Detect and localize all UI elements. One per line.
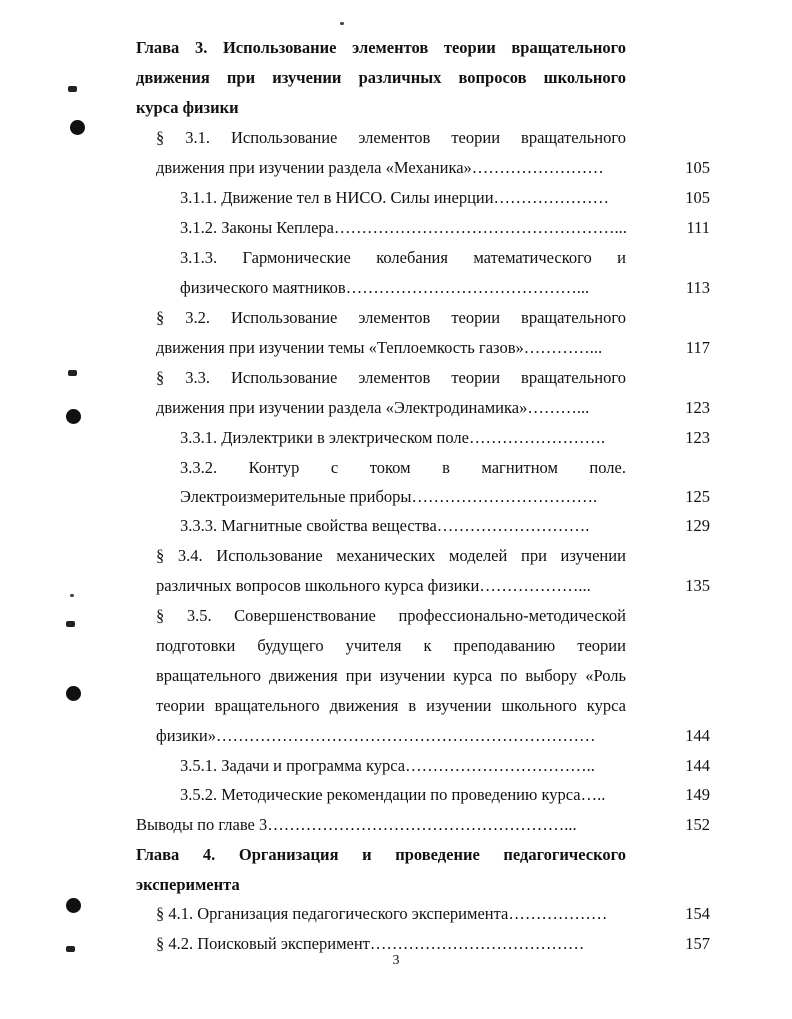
toc-3-3-2-page: 125 bbox=[685, 487, 710, 506]
punch-hole-2 bbox=[66, 409, 81, 424]
toc-3-4-line1: § 3.4. Использование механических моделей при изучении bbox=[156, 546, 626, 565]
chapter3-heading-line2: движения при изучении различных вопросов школьного bbox=[136, 68, 626, 87]
toc-3-5-1: 3.5.1. Задачи и программа курса…………………………….. bbox=[180, 756, 595, 775]
toc-3-1-line1: § 3.1. Использование элементов теории вращательного bbox=[156, 128, 626, 147]
toc-chapter3-conclusions-page: 152 bbox=[685, 815, 710, 834]
toc-3-3-2-line2: Электроизмерительные приборы……………………………. bbox=[180, 487, 598, 506]
toc-3-3-line2: движения при изучении раздела «Электродинамика»………... bbox=[156, 398, 590, 417]
scan-speck-6 bbox=[340, 22, 344, 25]
toc-3-5-line4: теории вращательного движения в изучении школьного курса bbox=[156, 696, 626, 715]
toc-3-5-2: 3.5.2. Методические рекомендации по проведению курса….. bbox=[180, 785, 606, 804]
toc-3-3-1-page: 123 bbox=[685, 428, 710, 447]
toc-4-1-page: 154 bbox=[685, 904, 710, 923]
page-number: 3 bbox=[392, 953, 400, 968]
punch-hole-1 bbox=[70, 120, 85, 135]
toc-4-2: § 4.2. Поисковый эксперимент………………………………… bbox=[156, 934, 585, 953]
toc-3-1-page: 105 bbox=[685, 158, 710, 177]
toc-3-3-line1: § 3.3. Использование элементов теории вращательного bbox=[156, 368, 626, 387]
toc-3-3-2-line1: 3.3.2. Контур с током в магнитном поле. bbox=[180, 458, 626, 477]
toc-3-2-line2: движения при изучении темы «Теплоемкость газов»…………... bbox=[156, 338, 603, 357]
toc-3-5-line1: § 3.5. Совершенствование профессионально-методической bbox=[156, 606, 626, 625]
chapter4-heading-line1: Глава 4. Организация и проведение педагогического bbox=[136, 845, 626, 864]
punch-hole-3 bbox=[66, 686, 81, 701]
scan-speck-1 bbox=[68, 86, 77, 92]
toc-3-1-3-line1: 3.1.3. Гармонические колебания математического и bbox=[180, 248, 626, 267]
toc-3-3-3: 3.3.3. Магнитные свойства вещества………………………. bbox=[180, 516, 590, 535]
toc-3-5-line2: подготовки будущего учителя к преподаванию теории bbox=[156, 636, 626, 655]
toc-3-1-1-page: 105 bbox=[685, 188, 710, 207]
toc-3-5-line5: физики»…………………………………………………………… bbox=[156, 726, 596, 745]
toc-3-1-3-page: 113 bbox=[685, 278, 710, 297]
toc-3-5-2-page: 149 bbox=[685, 785, 710, 804]
scan-speck-2 bbox=[68, 370, 77, 376]
toc-3-4-line2: различных вопросов школьного курса физики………………... bbox=[156, 576, 591, 595]
toc-3-5-line3: вращательного движения при изучении курса по выбору «Роль bbox=[156, 666, 626, 685]
toc-4-2-page: 157 bbox=[685, 934, 710, 953]
chapter4-heading-line2: эксперимента bbox=[136, 875, 240, 894]
toc-3-1-1: 3.1.1. Движение тел в НИСО. Силы инерции………………… bbox=[180, 188, 610, 207]
toc-chapter3-conclusions: Выводы по главе 3………………………………………………... bbox=[136, 815, 577, 834]
scan-speck-3 bbox=[66, 621, 75, 627]
toc-4-1: § 4.1. Организация педагогического эксперимента……………… bbox=[156, 904, 608, 923]
toc-3-3-page: 123 bbox=[685, 398, 710, 417]
toc-3-5-1-page: 144 bbox=[685, 756, 710, 775]
toc-3-1-2-page: 111 bbox=[686, 218, 710, 237]
toc-3-3-1: 3.3.1. Диэлектрики в электрическом поле……………………. bbox=[180, 428, 606, 447]
punch-hole-4 bbox=[66, 898, 81, 913]
toc-3-2-page: 117 bbox=[685, 338, 710, 357]
toc-3-3-3-page: 129 bbox=[685, 516, 710, 535]
toc-3-1-2: 3.1.2. Законы Кеплера……………………………………………... bbox=[180, 218, 627, 237]
chapter3-heading-line3: курса физики bbox=[136, 98, 239, 117]
toc-3-1-line2: движения при изучении раздела «Механика»…………………… bbox=[156, 158, 604, 177]
toc-3-5-page: 144 bbox=[685, 726, 710, 745]
scan-speck-5 bbox=[70, 594, 74, 597]
toc-3-2-line1: § 3.2. Использование элементов теории вращательного bbox=[156, 308, 626, 327]
chapter3-heading-line1: Глава 3. Использование элементов теории вращательного bbox=[136, 38, 626, 57]
toc-3-4-page: 135 bbox=[685, 576, 710, 595]
toc-3-1-3-line2: физического маятников……………………………………... bbox=[180, 278, 590, 297]
